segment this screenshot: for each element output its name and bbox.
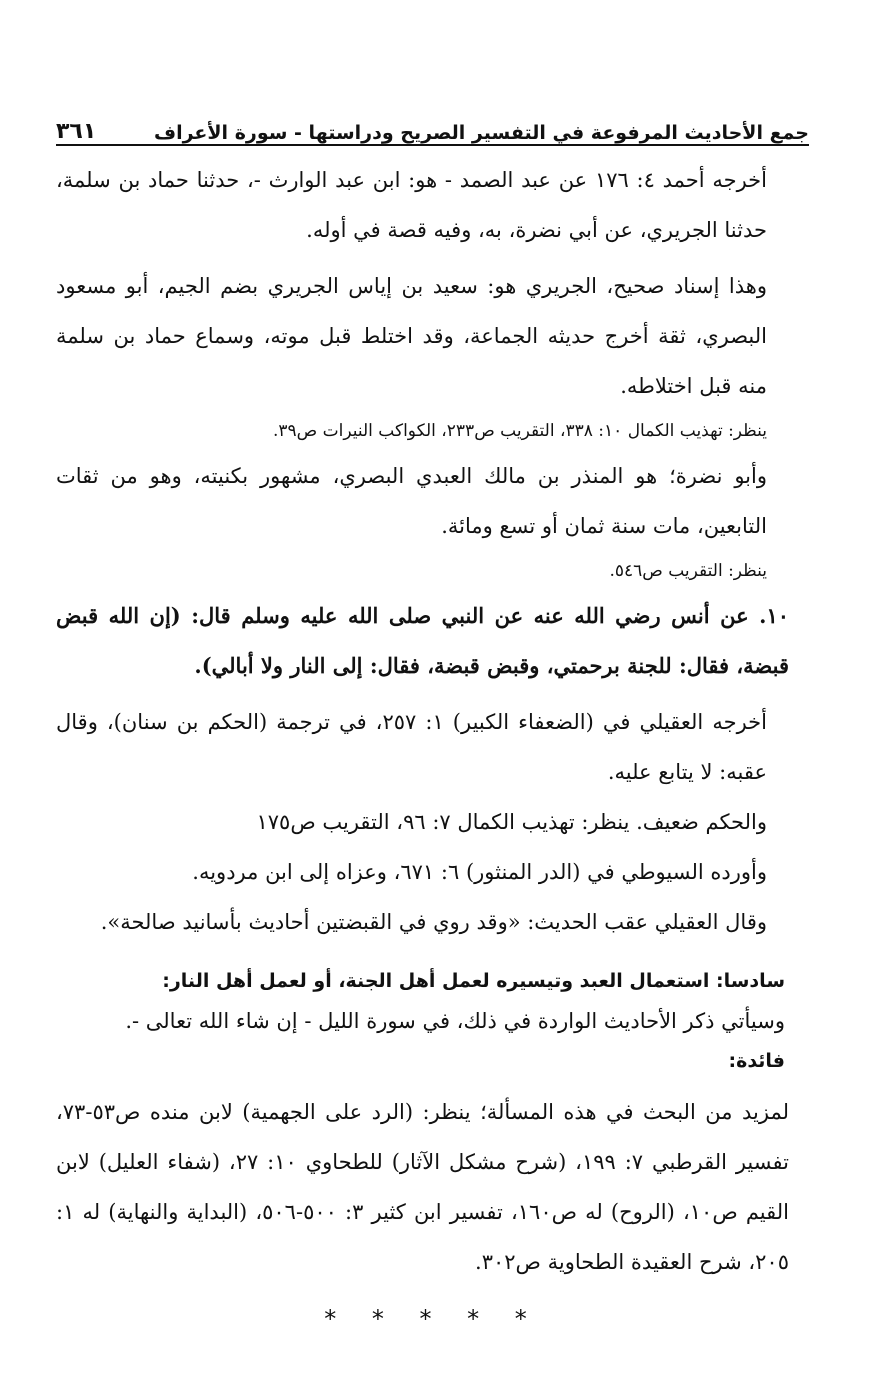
reference-note: ينظر: تهذيب الكمال ١٠: ٣٣٨، التقريب ص٢٣٣، الكواكب النيرات ص٣٩. <box>273 421 767 441</box>
running-title: جمع الأحاديث المرفوعة في التفسير الصريح ودراستها - سورة الأعراف <box>154 122 809 144</box>
reference-note: ينظر: التقريب ص٥٤٦. <box>609 561 767 581</box>
paragraph-takhrij-ahmad: أخرجه أحمد ٤: ١٧٦ عن عبد الصمد - هو: ابن عبد الوارث -، حدثنا حماد بن سلمة، حدثنا الجريري، عن أبي نضرة، به، وفيه قصة في أوله. <box>56 168 767 242</box>
paragraph-further-reading: لمزيد من البحث في هذه المسألة؛ ينظر: (الرد على الجهمية) لابن منده ص٥٣-٧٣، تفسير القرطبي ٧: ١٩٩، (شرح مشكل الآثار) للطحاوي ١٠: ٢٧، (شفاء العليل) لابن القيم ص١٠، (الروح) له ص١٦٠، تفسير ابن كثير ٣: ٥٠٠-٥٠٦، (البداية والنهاية) له ١: ٢٠٥، شرح العقيدة الطحاوية ص٣٠٢. <box>56 1100 789 1274</box>
paragraph-suyuti: وأورده السيوطي في (الدر المنثور) ٦: ٦٧١، وعزاه إلى ابن مردويه. <box>192 860 767 884</box>
paragraph-cross-reference: وسيأتي ذكر الأحاديث الواردة في ذلك، في سورة الليل - إن شاء الله تعالى -. <box>125 1009 785 1033</box>
faida-label: فائدة: <box>728 1050 785 1072</box>
paragraph-abu-nadra: وأبو نضرة؛ هو المنذر بن مالك العبدي البصري، مشهور بكنيته، وهو من ثقات التابعين، مات سنة ثمان أو تسع ومائة. <box>56 464 767 538</box>
hadith-text: ١٠. عن أنس رضي الله عنه عن النبي صلى الله عليه وسلم قال: (إن الله قبض قبضة، فقال: للجنة برحمتي، وقبض قبضة، فقال: إلى النار ولا أبالي). <box>56 603 789 678</box>
section-separator: * * * * * <box>324 1305 541 1333</box>
paragraph-isnad-grading: وهذا إسناد صحيح، الجريري هو: سعيد بن إياس الجريري بضم الجيم، أبو مسعود البصري، ثقة أخرج حديثه الجماعة، وقد اختلط قبل موته، وسماع حماد بن سلمة منه قبل اختلاطه. <box>56 274 767 398</box>
section-heading: سادسا: استعمال العبد وتيسيره لعمل أهل الجنة، أو لعمل أهل النار: <box>162 970 785 992</box>
paragraph-hakam-weak: والحكم ضعيف. ينظر: تهذيب الكمال ٧: ٩٦، التقريب ص١٧٥ <box>256 810 767 834</box>
paragraph-takhrij-uqayli: أخرجه العقيلي في (الضعفاء الكبير) ١: ٢٥٧، في ترجمة (الحكم بن سنان)، وقال عقبه: لا يتابع عليه. <box>56 710 767 784</box>
paragraph-uqayli-comment: وقال العقيلي عقب الحديث: «وقد روي في القبضتين أحاديث بأسانيد صالحة». <box>100 910 767 934</box>
running-header <box>56 104 809 146</box>
page-body <box>56 155 809 1333</box>
page-number: ٣٦١ <box>56 119 97 144</box>
